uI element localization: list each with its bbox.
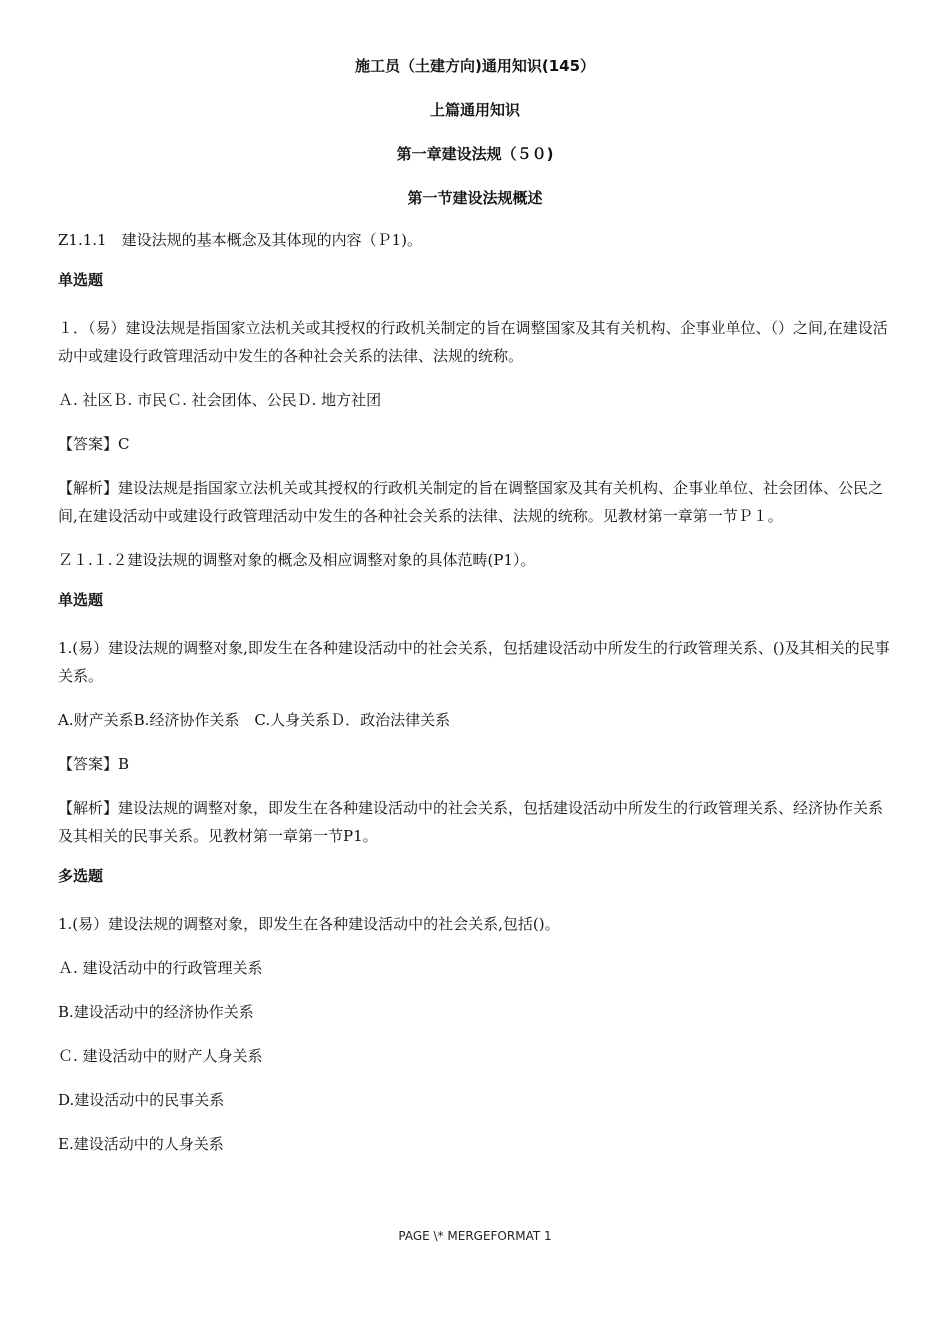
question-3-text: 1.(易）建设法规的调整对象，即发生在各种建设活动中的社会关系,包括()。 xyxy=(58,915,560,933)
question-2-analysis: 【解析】建设法规的调整对象，即发生在各种建设活动中的社会关系，包括建设活动中所发生的行政管理关系、经济协作关系及其相关的民事关系。见教材第一章第一节P1。 xyxy=(58,799,884,845)
question-3-option-e: E.建设活动中的人身关系 xyxy=(58,1135,224,1153)
question-type-2: 单选题 xyxy=(58,591,104,609)
question-3-option-c: Ｃ. 建设活动中的财产人身关系 xyxy=(58,1047,263,1065)
chapter-heading: 第一章建设法规（５０) xyxy=(396,145,554,163)
topic-1: Z1.1.1 建设法规的基本概念及其体现的内容（Ｐ1)。 xyxy=(58,231,422,249)
question-1-analysis: 【解析】建设法规是指国家立法机关或其授权的行政机关制定的旨在调整国家及其有关机构、企事业单位、社会团体、公民之间,在建设活动中或建设行政管理活动中发生的各种社会关系的法律、法规的统称。见教材第一章第一节Ｐ１。 xyxy=(58,479,884,525)
page-footer: PAGE \* MERGEFORMAT 1 xyxy=(398,1229,552,1243)
question-2-options: A.财产关系B.经济协作关系 C.人身关系Ｄ．政治法律关系 xyxy=(58,711,451,729)
question-3-option-d: D.建设活动中的民事关系 xyxy=(58,1091,225,1109)
question-3-option-a: Ａ. 建设活动中的行政管理关系 xyxy=(58,959,263,977)
question-type-1: 单选题 xyxy=(58,271,104,289)
question-3-option-b: B.建设活动中的经济协作关系 xyxy=(58,1003,254,1021)
question-1-text: １．（易）建设法规是指国家立法机关或其授权的行政机关制定的旨在调整国家及其有关机构、企事业单位、（）之间,在建设活动中或建设行政管理活动中发生的各种社会关系的法律、法规的统称。 xyxy=(58,319,888,365)
question-type-3: 多选题 xyxy=(58,867,104,885)
question-1-options: Ａ. 社区Ｂ. 市民Ｃ. 社会团体、公民Ｄ. 地方社团 xyxy=(58,391,382,409)
part-heading: 上篇通用知识 xyxy=(429,101,520,119)
document-body xyxy=(58,56,892,1174)
question-1-answer: 【答案】C xyxy=(58,435,130,453)
topic-2: Ｚ１.１.２建设法规的调整对象的概念及相应调整对象的具体范畴(P1）。 xyxy=(58,551,536,569)
question-2-answer: 【答案】B xyxy=(58,755,130,773)
section-heading: 第一节建设法规概述 xyxy=(407,189,543,207)
question-2-text: 1.(易）建设法规的调整对象,即发生在各种建设活动中的社会关系，包括建设活动中所发生的行政管理关系、()及其相关的民事关系。 xyxy=(58,639,890,685)
document-title: 施工员（土建方向)通用知识(145） xyxy=(354,57,596,75)
